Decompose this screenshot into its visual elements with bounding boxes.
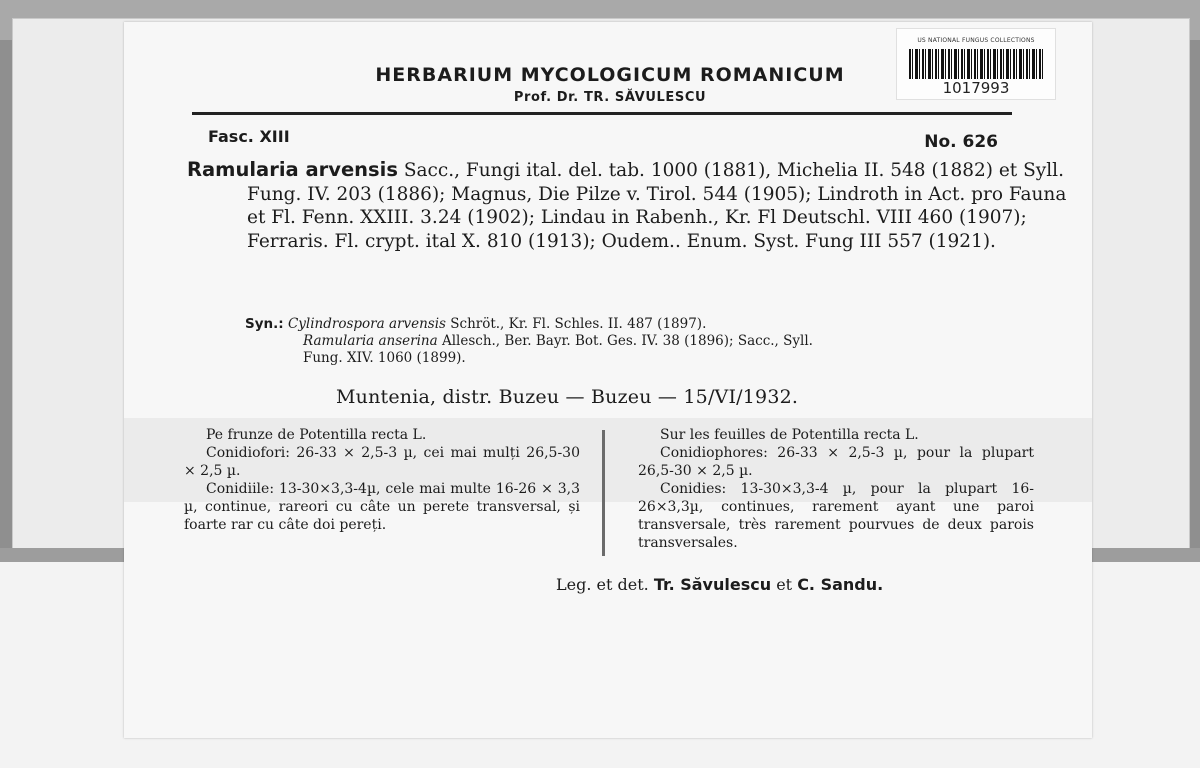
- notes-fr-host: Sur les feuilles de Potentilla recta L.: [660, 427, 919, 443]
- collectors: [556, 575, 1016, 594]
- synonym-line-3: Fung. XIV. 1060 (1899).: [303, 350, 466, 366]
- column-divider: [602, 430, 605, 556]
- notes-romanian: [184, 426, 580, 534]
- barcode-number: 1017993: [942, 79, 1010, 97]
- citation-text: Sacc., Fungi ital. del. tab. 1000 (1881), Michelia II. 548 (1882) et Syll. Fung. IV. 203 (1886); Magnus, Die Pilze v. Tirol. 544 (1905); Lindroth in Act. pro Fauna et Fl. Fenn. XXIII. 3.24 (1902); Lindau in Rabenh., Kr. Fl Deutschl. VIII 460 (1907); Ferraris. Fl. crypt. ital X. 810 (1913); Oudem.. Enum. Syst. Fung III 557 (1921).: [247, 160, 1067, 252]
- synonym-name-1: Cylindrospora arvensis: [287, 316, 446, 332]
- notes-ro-conidiophores: Conidiofori: 26-33 × 2,5-3 µ, cei mai mulți 26,5-30 × 2,5 µ.: [184, 445, 580, 479]
- collector-name-1: Tr. Săvulescu: [653, 575, 772, 594]
- notes-french: [638, 426, 1034, 552]
- collector-name-2: C. Sandu.: [797, 575, 884, 594]
- notes-fr-conidia: Conidies: 13-30×3,3-4 µ, pour la plupart 16-26×3,3µ, continues, rarement ayant une paroi transversale, très rarement pourvues de deux parois transversales.: [638, 481, 1034, 551]
- species-citation: [187, 158, 1081, 253]
- collectors-prefix: Leg. et det.: [556, 575, 654, 594]
- notes-ro-conidia: Conidiile: 13-30×3,3-4µ, cele mai multe 16-26 × 3,3 µ, continue, rareori cu câte un perete transversal, și foarte rar cu câte doi pereți.: [184, 481, 580, 533]
- synonym-label: Syn.:: [245, 316, 284, 332]
- collectors-joiner: et: [771, 575, 798, 594]
- synonyms: [245, 316, 1025, 367]
- synonym-ref-1: Schröt., Kr. Fl. Schles. II. 487 (1897).: [445, 316, 707, 332]
- herbarium-subtitle: Prof. Dr. TR. SĂVULESCU: [513, 90, 707, 105]
- locality: Muntenia, distr. Buzeu — Buzeu — 15/VI/1932.: [336, 386, 799, 408]
- species-name: Ramularia arvensis: [187, 158, 398, 181]
- barcode-caption: US NATIONAL FUNGUS COLLECTIONS: [917, 37, 1035, 44]
- notes-fr-conidiophores: Conidiophores: 26-33 × 2,5-3 µ, pour la plupart 26,5-30 × 2,5 µ.: [638, 445, 1034, 479]
- header-rule: [192, 112, 1012, 115]
- synonym-ref-2: Allesch., Ber. Bayr. Bot. Ges. IV. 38 (1896); Sacc., Syll.: [437, 333, 813, 349]
- synonym-name-2: Ramularia anserina: [303, 333, 438, 349]
- herbarium-title: HERBARIUM MYCOLOGICUM ROMANICUM: [375, 64, 845, 86]
- synonym-line-2: [245, 333, 1025, 350]
- synonym-line-1: [245, 316, 1025, 333]
- notes-ro-host: Pe frunze de Potentilla recta L.: [206, 427, 427, 443]
- fascicle: Fasc. XIII: [208, 127, 290, 146]
- specimen-number: No. 626: [924, 132, 998, 152]
